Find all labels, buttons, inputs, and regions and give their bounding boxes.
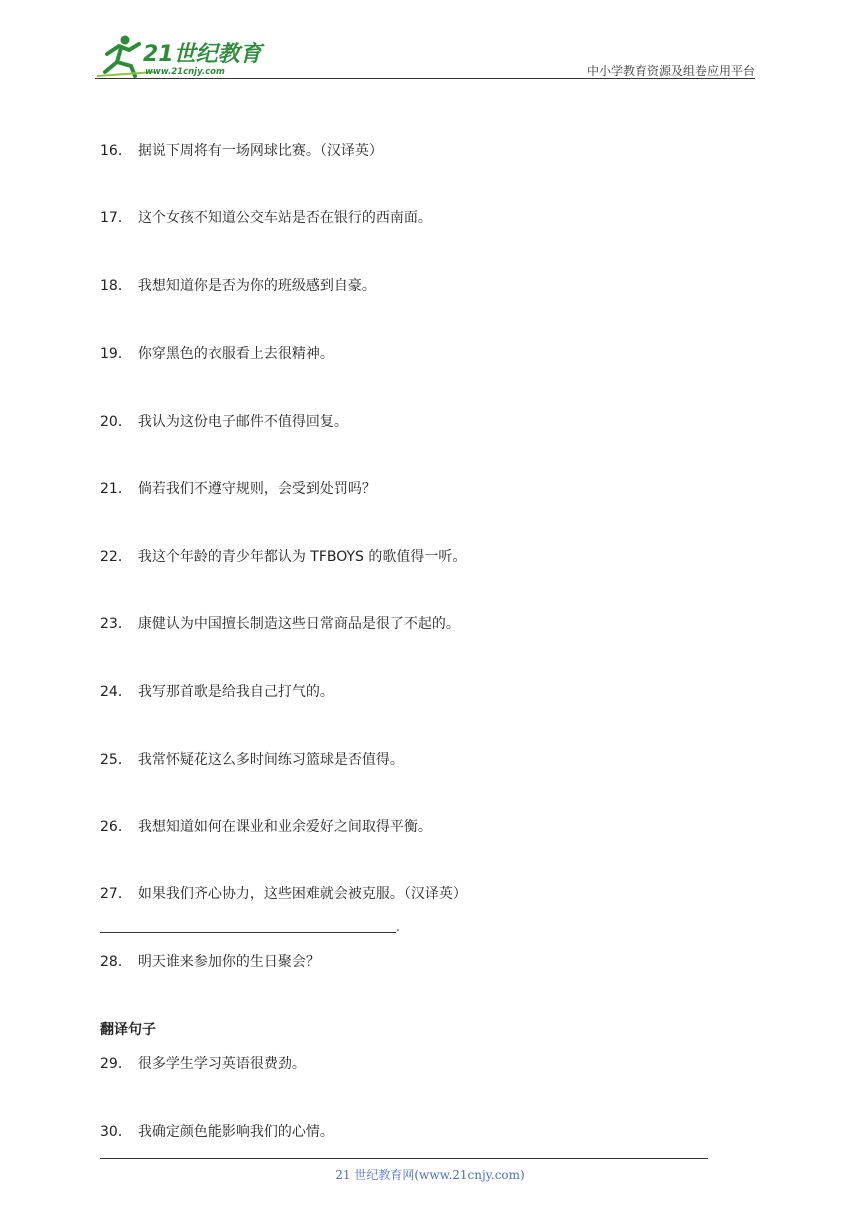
question-21 xyxy=(100,478,376,498)
question-number: 17． xyxy=(100,210,132,226)
question-text: 如果我们齐心协力，这些困难就会被克服。（汉译英） xyxy=(137,886,467,902)
question-24 xyxy=(100,681,334,701)
question-number: 16． xyxy=(100,143,132,159)
question-number: 22． xyxy=(100,549,132,565)
answer-blank-line xyxy=(100,932,396,933)
logo-text: 21世纪教育 xyxy=(143,42,262,67)
question-number: 20． xyxy=(100,414,132,430)
question-19 xyxy=(100,343,334,363)
question-text: 很多学生学习英语很费劲。 xyxy=(137,1056,306,1072)
question-16 xyxy=(100,140,383,160)
question-number: 24． xyxy=(100,684,132,700)
page-header xyxy=(95,30,755,80)
header-platform-text: 中小学教育资源及组卷应用平台 xyxy=(586,64,755,78)
question-25 xyxy=(100,749,404,769)
question-text: 我认为这份电子邮件不值得回复。 xyxy=(137,414,348,430)
question-text: 我确定颜色能影响我们的心情。 xyxy=(137,1124,334,1140)
question-23 xyxy=(100,613,460,633)
question-number: 23． xyxy=(100,616,132,632)
question-text: 康健认为中国擅长制造这些日常商品是很了不起的。 xyxy=(137,616,460,632)
section-title: 翻译句子 xyxy=(100,1022,156,1038)
question-number: 25． xyxy=(100,752,132,768)
question-number: 19． xyxy=(100,346,132,362)
question-30 xyxy=(100,1121,334,1141)
question-28 xyxy=(100,951,320,971)
question-text: 我常怀疑花这么多时间练习篮球是否值得。 xyxy=(137,752,404,768)
question-18 xyxy=(100,275,376,295)
footer-divider xyxy=(100,1158,708,1159)
question-text: 我想知道如何在课业和业余爱好之间取得平衡。 xyxy=(137,819,432,835)
question-17 xyxy=(100,207,432,227)
question-text: 据说下周将有一场网球比赛。（汉译英） xyxy=(137,143,383,159)
logo-21cnjy xyxy=(95,34,265,78)
question-number: 26． xyxy=(100,819,132,835)
header-divider xyxy=(95,78,755,79)
question-text: 我想知道你是否为你的班级感到自豪。 xyxy=(137,278,376,294)
question-text: 你穿黑色的衣服看上去很精神。 xyxy=(137,346,334,362)
question-number: 28． xyxy=(100,954,132,970)
question-26 xyxy=(100,816,432,836)
answer-line-period: . xyxy=(396,920,400,934)
question-22 xyxy=(100,546,466,566)
question-29 xyxy=(100,1053,306,1073)
question-27 xyxy=(100,883,467,903)
question-20 xyxy=(100,411,348,431)
logo-url: www.21cnjy.com xyxy=(145,67,225,77)
question-number: 18． xyxy=(100,278,132,294)
question-number: 29． xyxy=(100,1056,132,1072)
question-number: 30． xyxy=(100,1124,132,1140)
question-text: 这个女孩不知道公交车站是否在银行的西南面。 xyxy=(137,210,432,226)
question-text: 明天谁来参加你的生日聚会？ xyxy=(137,954,320,970)
footer-link[interactable]: 21 世纪教育网(www.21cnjy.com) xyxy=(335,1168,525,1182)
question-number: 21． xyxy=(100,481,132,497)
question-text: 我这个年龄的青少年都认为 TFBOYS 的歌值得一听。 xyxy=(137,549,467,565)
question-text: 倘若我们不遵守规则，会受到处罚吗？ xyxy=(137,481,376,497)
question-text: 我写那首歌是给我自己打气的。 xyxy=(137,684,334,700)
question-number: 27． xyxy=(100,886,132,902)
